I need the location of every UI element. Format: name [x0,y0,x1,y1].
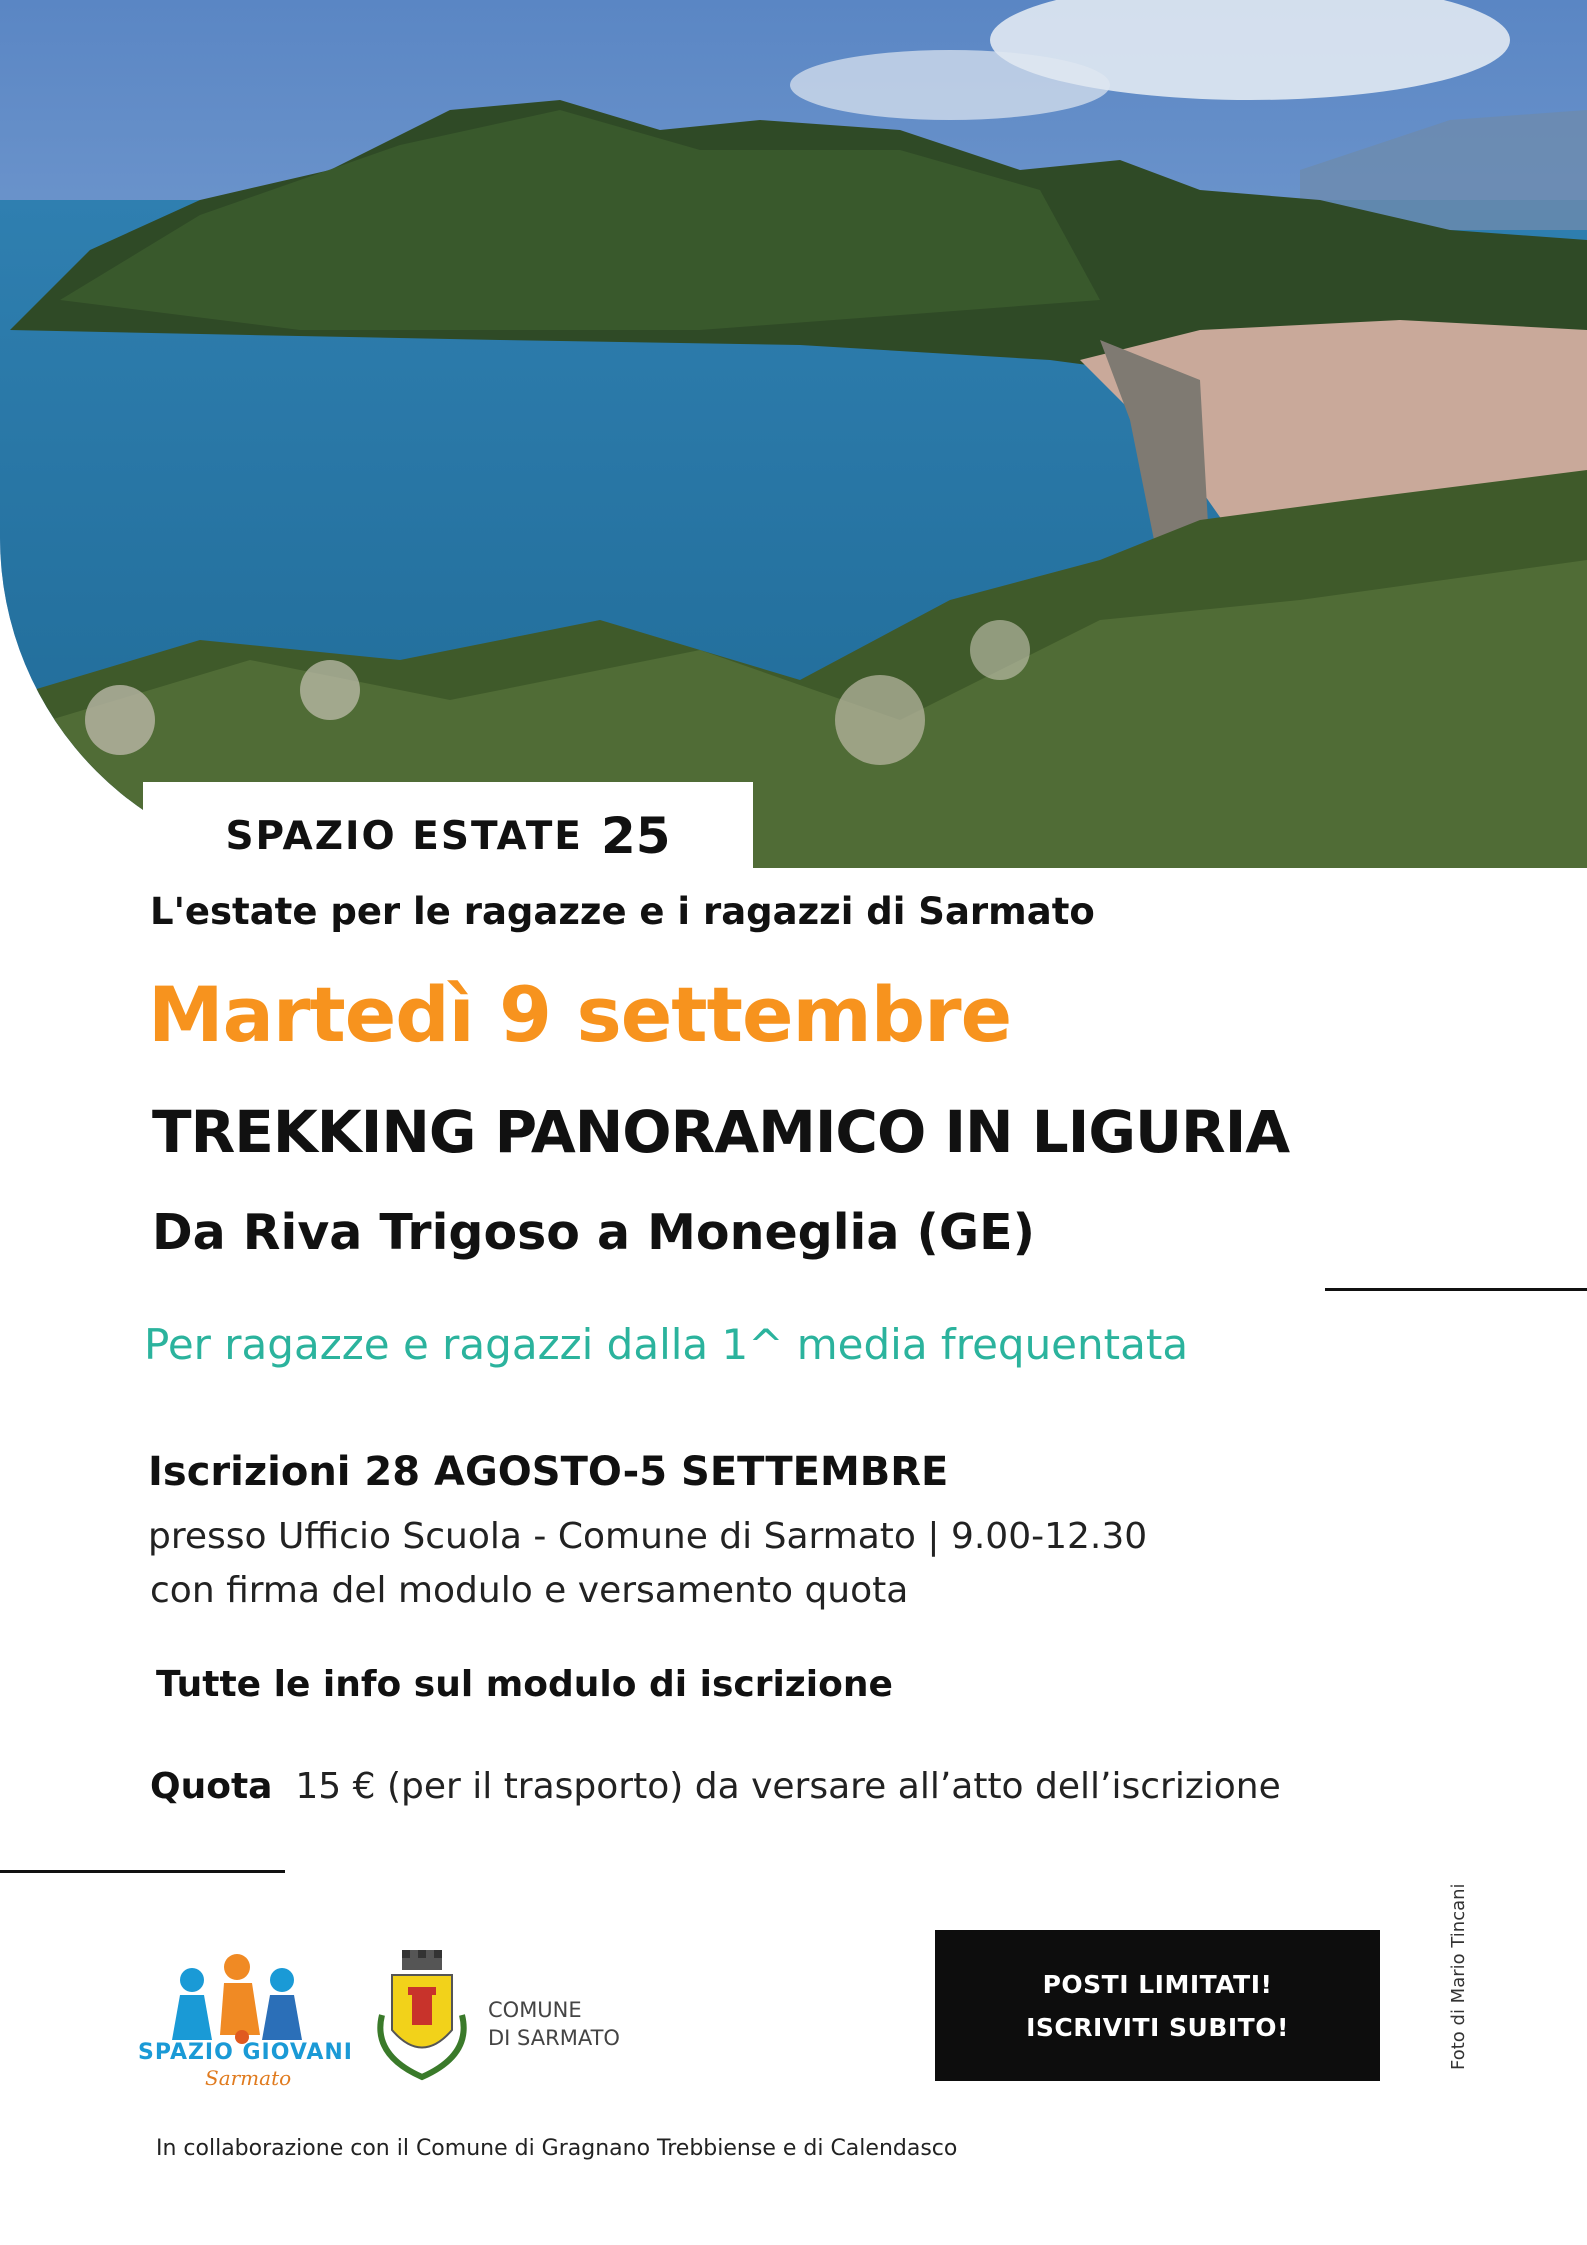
quota-text: 15 € (per il trasporto) da versare all’atto dell’iscrizione [295,1766,1281,1807]
coastline-photo-icon [0,0,1587,868]
hero-photo [0,0,1587,868]
badge-number: 25 [600,807,671,865]
cta-line2: ISCRIVITI SUBITO! [1026,2012,1289,2042]
subtitle: L'estate per le ragazze e i ragazzi di Sarmato [150,890,1095,933]
quota-label: Quota [150,1766,273,1807]
comune-crest-icon [372,1945,472,2085]
comune-line1: COMUNE [488,1998,582,2022]
registration-label: Iscrizioni 28 AGOSTO-5 SETTEMBRE [148,1449,949,1495]
badge-label: SPAZIO ESTATE [225,813,583,859]
event-route: Da Riva Trigoso a Moneglia (GE) [152,1204,1035,1261]
registration-note: con firma del modulo e versamento quota [150,1570,909,1611]
divider-right [1325,1288,1587,1291]
quota-line [150,1766,1281,1807]
spazio-estate-badge [143,782,753,890]
event-date: Martedì 9 settembre [148,970,1012,1059]
photo-credit: Foto di Mario Tincani [1448,1883,1469,2070]
event-title: TREKKING PANORAMICO IN LIGURIA [152,1098,1290,1166]
cta-box [935,1930,1380,2081]
comune-line2: DI SARMATO [488,2026,620,2050]
cta-line1: POSTI LIMITATI! [1042,1969,1273,1999]
comune-label [488,1996,620,2052]
registration-place: presso Ufficio Scuola - Comune di Sarmato | 9.00-12.30 [148,1516,1148,1557]
info-note: Tutte le info sul modulo di iscrizione [156,1664,893,1705]
collaboration-note: In collaborazione con il Comune di Gragnano Trebbiense e di Calendasco [156,2136,958,2161]
spazio-giovani-sublabel: Sarmato [205,2066,292,2090]
target-audience: Per ragazze e ragazzi dalla 1^ media frequentata [144,1320,1189,1369]
divider-left [0,1870,285,1873]
spazio-giovani-label: SPAZIO GIOVANI [138,2040,353,2065]
